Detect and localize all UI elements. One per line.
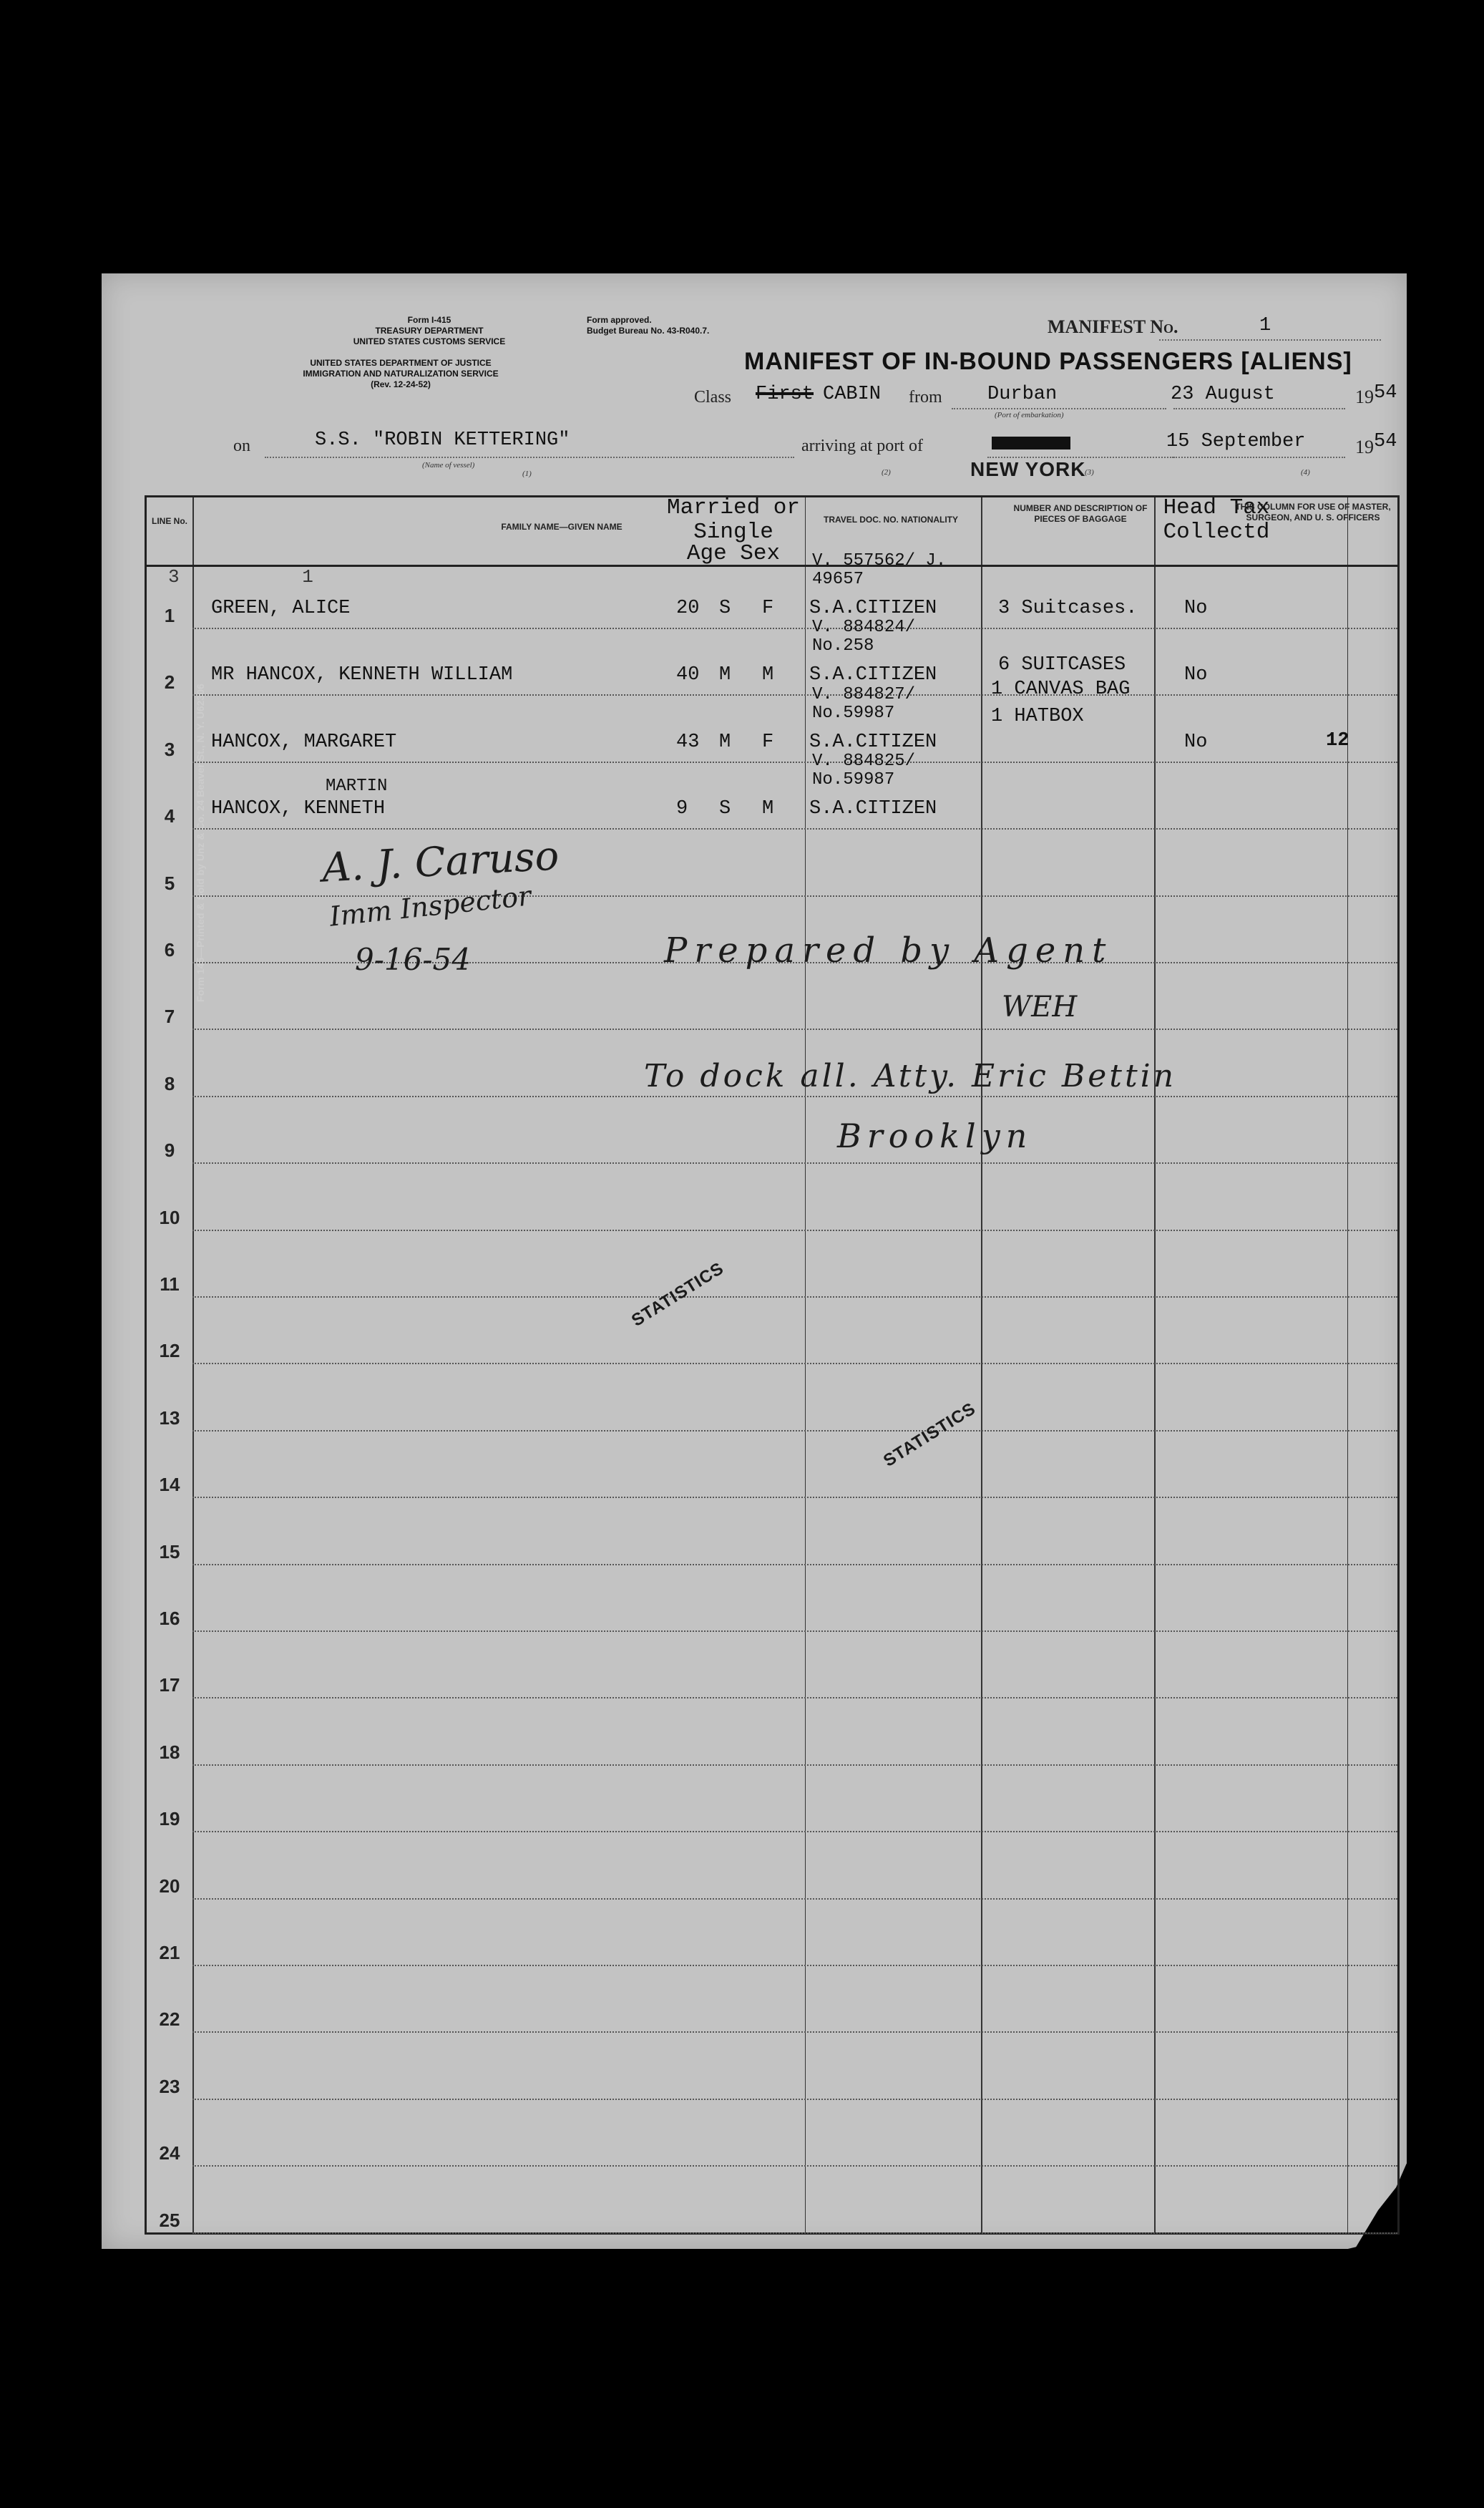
prepared-by-note: Prepared by Agent: [664, 930, 1113, 971]
on-label: on: [233, 437, 250, 455]
row-rule: [192, 1697, 1397, 1698]
manifest-no-label: MANIFEST No.: [1048, 316, 1178, 337]
dept-justice: UNITED STATES DEPARTMENT OF JUSTICE: [310, 358, 492, 368]
sub-3: (3): [1085, 468, 1094, 477]
arrival-port-strike: [992, 437, 1070, 449]
row-rule: [192, 1564, 1397, 1565]
passenger-sex: F: [762, 731, 774, 753]
passenger-marital: M: [719, 731, 731, 753]
line-number: 11: [160, 1273, 180, 1295]
form-revision: (Rev. 12-24-52): [371, 379, 431, 389]
line-number: 23: [159, 2075, 180, 2097]
passenger-sex: F: [762, 598, 774, 619]
dept-treasury: TREASURY DEPARTMENT: [375, 326, 484, 336]
table-row: [147, 1902, 1397, 1968]
class-struck: First: [756, 384, 814, 405]
statistics-stamp: STATISTICS: [628, 1258, 728, 1331]
table-row: [147, 1434, 1397, 1500]
baggage: 3 Suitcases.: [998, 598, 1138, 619]
row-rule: [192, 1162, 1397, 1164]
row-rule: [192, 1096, 1397, 1097]
passenger-name: HANCOX, MARGARET: [211, 731, 397, 753]
line-number: 20: [159, 1875, 180, 1897]
row-rule: [192, 1630, 1397, 1632]
sub-2: (2): [882, 468, 891, 477]
port-embarkation-sub: (Port of embarkation): [995, 411, 1064, 419]
year-2: 54: [1374, 431, 1397, 452]
sub-1: (1): [522, 470, 532, 478]
line-number: 16: [159, 1608, 180, 1629]
line-number: 12: [159, 1340, 180, 1362]
row-rule: [192, 1898, 1397, 1900]
budget-bureau: Budget Bureau No. 43-R040.7.: [587, 326, 710, 336]
passenger-age: 40: [676, 664, 700, 686]
line-number: 1: [164, 605, 175, 626]
line-number: 25: [159, 2209, 180, 2231]
from-date-line: [1173, 408, 1345, 409]
passenger-name: GREEN, ALICE: [211, 598, 351, 619]
arrival-port-stamp: NEW YORK: [970, 458, 1086, 480]
row-rule: [192, 828, 1397, 830]
header-head-tax: Head Tax Collectd: [1163, 495, 1270, 545]
table-row: [147, 1233, 1397, 1300]
table-row: [147, 966, 1397, 1032]
row-rule: [192, 762, 1397, 763]
passenger-name: HANCOX, KENNETH: [211, 798, 386, 820]
printer-imprint: Form 145—Printed & Sold by Unz & Co. 24 Beaver St., N. Y. U62306: [195, 684, 206, 1002]
vessel-name: S.S. "ROBIN KETTERING": [315, 429, 570, 451]
nationality: S.A.CITIZEN: [809, 731, 937, 753]
officer-note: 12: [1326, 729, 1349, 752]
line-number: 2: [164, 671, 175, 694]
head-tax: No: [1184, 664, 1208, 686]
row-rule: [192, 1831, 1397, 1832]
from-line: [952, 408, 1166, 409]
inspector-date: 9-16-54: [355, 942, 471, 977]
nationality: S.A.CITIZEN: [809, 798, 937, 820]
passenger-name: MR HANCOX, KENNETH WILLIAM: [211, 664, 513, 686]
manifest-no-line: [1159, 339, 1381, 341]
table-row: [147, 1300, 1397, 1366]
vessel-line: [265, 457, 794, 458]
row-rule: [192, 1230, 1397, 1231]
row-rule: [192, 628, 1397, 629]
line-number: 22: [159, 2008, 180, 2031]
header-name: FAMILY NAME—GIVEN NAME: [501, 522, 623, 532]
passenger-marital: S: [719, 598, 731, 619]
passenger-table: [145, 495, 1400, 2235]
travel-doc-number: V. 557562/ J. 49657: [812, 551, 947, 589]
arrival-date-line: [1173, 457, 1345, 458]
travel-doc-number: V. 884827/ No.59987: [812, 684, 916, 723]
line-number: 6: [164, 939, 175, 961]
head-tax: No: [1184, 731, 1208, 753]
row-rule: [192, 2031, 1397, 2033]
header-married-single: Married or Single: [666, 495, 801, 545]
address-note: To dock all. Atty. Eric Bettin: [644, 1058, 1177, 1094]
line-number: 7: [164, 1006, 175, 1028]
passenger-marital: M: [719, 664, 731, 686]
from-label: from: [909, 388, 942, 407]
class-value: CABIN: [823, 384, 882, 405]
header-line-no: LINE No.: [152, 516, 187, 526]
manifest-no-value: 1: [1259, 315, 1271, 336]
baggage: 6 SUITCASES: [998, 654, 1126, 676]
table-row: [147, 1768, 1397, 1834]
row-rule: [192, 694, 1397, 696]
arrival-date: 15 September: [1166, 431, 1306, 452]
table-row: [147, 1099, 1397, 1166]
header-baggage: NUMBER AND DESCRIPTION OF PIECES OF BAGGAGE: [1013, 503, 1148, 524]
form-approved: Form approved.: [587, 315, 652, 325]
line-number: 14: [159, 1474, 180, 1496]
inspector-title: Imm Inspector: [328, 880, 533, 933]
line-number: 4: [164, 805, 175, 827]
travel-doc-number: V. 884824/ No.258: [812, 618, 916, 656]
line-number: 17: [159, 1674, 180, 1696]
passenger-sex: M: [762, 664, 774, 686]
year-prefix-2: 19: [1355, 437, 1374, 457]
nationality: S.A.CITIZEN: [809, 598, 937, 619]
from-date: 23 August: [1171, 384, 1275, 405]
inspector-signature: A. J. Caruso: [321, 832, 560, 892]
header-age-sex: Age Sex: [686, 541, 781, 566]
head-tax: No: [1184, 598, 1208, 619]
line-number: 19: [159, 1808, 180, 1830]
row-rule: [192, 1430, 1397, 1432]
row-rule: [192, 1363, 1397, 1364]
header-officers: THIS COLUMN FOR USE OF MASTER, SURGEON, AND U. S. OFFICERS: [1235, 502, 1391, 522]
statistics-stamp: STATISTICS: [880, 1399, 980, 1471]
row-rule: [192, 2232, 1397, 2234]
page-title: MANIFEST OF IN-BOUND PASSENGERS [ALIENS]: [744, 348, 1352, 375]
passenger-age: 43: [676, 731, 700, 753]
baggage: 1 CANVAS BAG: [991, 679, 1131, 701]
row-rule: [192, 1029, 1397, 1030]
row-rule: [192, 1296, 1397, 1298]
initials: WEH: [1002, 991, 1078, 1024]
table-row: [147, 1968, 1397, 2035]
line-number: 9: [164, 1139, 175, 1162]
from-port: Durban: [987, 384, 1058, 405]
class-label: Class: [694, 388, 732, 407]
line-number: 13: [159, 1406, 180, 1429]
row-rule: [192, 2099, 1397, 2100]
passenger-name-above: MARTIN: [326, 777, 388, 797]
line-number: 3: [164, 738, 175, 760]
line-number: 24: [159, 2142, 180, 2164]
table-row: [147, 1835, 1397, 1902]
passenger-age: 20: [676, 598, 700, 619]
sub-4: (4): [1301, 468, 1310, 477]
line-number: 21: [159, 1942, 180, 1963]
row-rule: [192, 1497, 1397, 1498]
row-rule: [192, 1764, 1397, 1766]
table-row: [147, 2102, 1397, 2169]
line-number: 8: [164, 1072, 175, 1094]
nationality: S.A.CITIZEN: [809, 664, 937, 686]
row-rule: [192, 1965, 1397, 1966]
table-row: [147, 1701, 1397, 1768]
travel-doc-number: V. 884825/ No.59987: [812, 752, 916, 790]
table-row: [147, 1634, 1397, 1701]
table-row: [147, 2036, 1397, 2102]
table-row: [147, 1568, 1397, 1634]
line-number: 15: [159, 1540, 180, 1562]
table-row: [147, 1167, 1397, 1233]
form-number: Form I-415: [407, 315, 451, 325]
passenger-age: 9: [676, 798, 688, 820]
year-prefix-1: 19: [1355, 387, 1374, 407]
passenger-sex: M: [762, 798, 774, 820]
line-carry-mark: 3 1: [168, 566, 313, 588]
table-row: [147, 2169, 1397, 2236]
arriving-label: arriving at port of: [801, 437, 923, 455]
table-header: [147, 497, 1397, 567]
line-number: 5: [164, 872, 175, 894]
passenger-marital: S: [719, 798, 731, 820]
row-rule: [192, 2165, 1397, 2167]
line-number: 10: [159, 1206, 180, 1228]
address-city: Brooklyn: [837, 1117, 1033, 1155]
line-number: 18: [159, 1741, 180, 1763]
vessel-sub: (Name of vessel): [422, 461, 475, 470]
table-row: [147, 1501, 1397, 1568]
dept-customs: UNITED STATES CUSTOMS SERVICE: [353, 336, 506, 346]
baggage: 1 HATBOX: [991, 706, 1084, 728]
year-1: 54: [1374, 382, 1397, 404]
header-travel-doc: TRAVEL DOC. NO. NATIONALITY: [824, 515, 958, 525]
table-row: [147, 1367, 1397, 1434]
dept-ins: IMMIGRATION AND NATURALIZATION SERVICE: [303, 369, 499, 379]
